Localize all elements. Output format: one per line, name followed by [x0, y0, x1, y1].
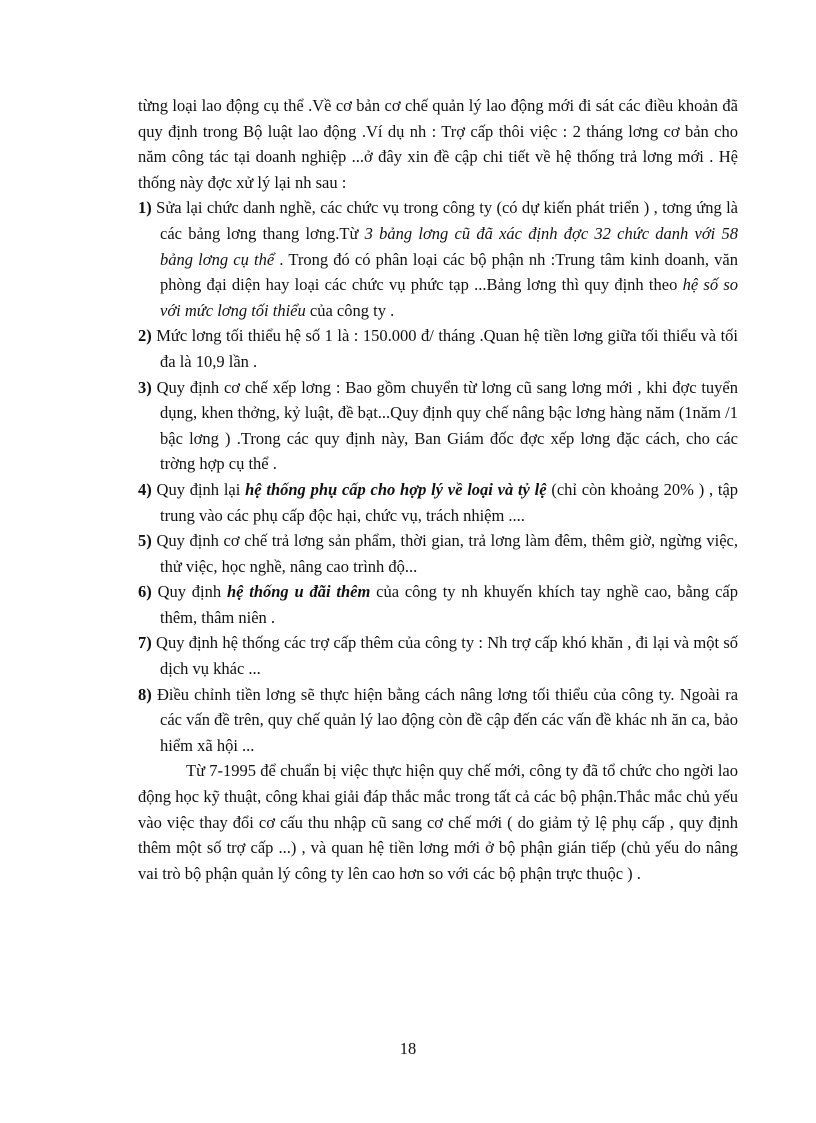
list-item-6 — [138, 579, 738, 630]
list-item-2 — [138, 323, 738, 374]
item-number: 4) — [138, 479, 152, 499]
item-text: Quy định — [157, 582, 227, 602]
item-italic-text: hệ số so với mức lơng tối thiểu — [160, 275, 738, 320]
list-item-4 — [138, 477, 738, 528]
item-text: của công ty nh khuyến khích tay nghề cao, bằng cấp thêm, thâm niên . — [160, 582, 738, 627]
list-item-1 — [138, 195, 738, 323]
item-text: . Trong đó có phân loại các bộ phận nh :Trung tâm kinh doanh, văn phòng đại diện hay loại các chức vụ phức tạp ...Bảng lơng thì quy định theo — [160, 249, 738, 295]
list-item-8 — [138, 682, 738, 759]
list-item-5 — [138, 528, 738, 579]
item-text: Sửa lại chức danh nghề, các chức vụ trong công ty (có dự kiến phát triển ) , tơng ứng là các bảng lơng thang lơng.Từ — [156, 198, 739, 243]
item-number: 3) — [138, 377, 152, 397]
item-number: 8) — [138, 684, 152, 704]
item-number: 5) — [138, 531, 152, 551]
list-item-7 — [138, 630, 738, 681]
item-number: 2) — [138, 326, 152, 346]
item-number: 6) — [138, 582, 152, 602]
item-text: (chỉ còn khoảng 20% ) , tập trung vào các phụ cấp độc hại, chức vụ, trách nhiệm .... — [160, 479, 739, 525]
body-text — [138, 93, 738, 886]
intro-paragraph: từng loại lao động cụ thể .Về cơ bản cơ chế quản lý lao động mới đi sát các điều khoản đã quy định trong Bộ luật lao động .Ví dụ nh : Trợ cấp thôi việc : 2 tháng lơng cơ bản cho năm công tác tại doanh nghiệp ...ở đây xin đề cập chi tiết về hệ thống trả lơng mới . Hệ thống này đợc xử lý lại nh sau : — [138, 96, 738, 192]
item-text: Mức lơng tối thiểu hệ số 1 là : 150.000 đ/ tháng .Quan hệ tiền lơng giữa tối thiểu và tối đa là 10,9 lần . — [156, 326, 738, 371]
item-text: Quy định cơ chế trả lơng sản phẩm, thời gian, trả lơng làm đêm, thêm giờ, ngừng việc, thử việc, học nghề, nâng cao trình độ... — [156, 531, 739, 576]
closing-paragraph: Từ 7-1995 để chuẩn bị việc thực hiện quy chế mới, công ty đã tổ chức cho ngời lao động học kỹ thuật, công khai giải đáp thắc mắc trong tất cả các bộ phận.Thắc mắc chủ yếu vào việc thay đổi cơ cấu thu nhập cũ sang cơ chế mới ( do giảm tỷ lệ phụ cấp , quy định thêm một số trợ cấp ...) , và quan hệ tiền lơng mới ở bộ phận gián tiếp (chủ yếu do nâng vai trò bộ phận quản lý công ty lên cao hơn so với các bộ phận trực thuộc ) . — [138, 761, 738, 883]
item-number: 1) — [138, 198, 152, 218]
item-bold-italic-text: hệ thống u đãi thêm — [226, 582, 371, 602]
item-text: Điều chỉnh tiền lơng sẽ thực hiện bằng cách nâng lơng tối thiểu của công ty. Ngoài ra các vấn đề trên, quy chế quản lý lao động còn đề cập đến các vấn đề khác nh ăn ca, bảo hiểm xã hội ... — [156, 684, 739, 755]
item-text: Quy định cơ chế xếp lơng : Bao gồm chuyển từ lơng cũ sang lơng mới , khi đợc tuyển dụng, khen thởng, kỷ luật, đề bạt...Quy định quy chế nâng bậc lơng hàng năm (1năm /1 bậc lơng ) .Trong các quy định này, Ban Giám đốc đợc xếp lơng đặc cách, cho các trờng hợp cụ thể . — [156, 377, 739, 474]
page-number: 18 — [399, 1039, 417, 1058]
item-italic-text: 3 bảng lơng cũ đã xác định đợc 32 chức danh với 58 bảng lơng cụ thể — [160, 223, 738, 269]
item-number: 7) — [138, 633, 152, 653]
item-text: Quy định lại — [156, 479, 246, 499]
item-text: của công ty . — [305, 300, 395, 320]
item-text: Quy định hệ thống các trợ cấp thêm của công ty : Nh trợ cấp khó khăn , đi lại và một số dịch vụ khác ... — [156, 633, 739, 679]
item-bold-italic-text: hệ thống phụ cấp cho hợp lý về loại và tỷ lệ — [245, 479, 547, 499]
list-item-3 — [138, 375, 738, 477]
